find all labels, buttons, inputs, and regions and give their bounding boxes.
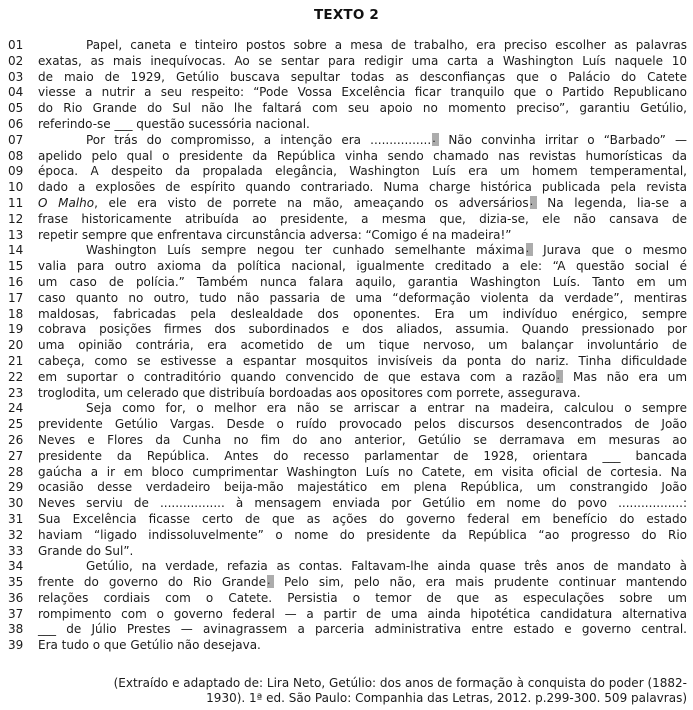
line-number: 12 xyxy=(8,211,24,226)
line-number: 07 xyxy=(8,132,24,147)
text-line xyxy=(0,243,693,259)
text-line xyxy=(0,70,693,86)
line-text: relações cordiais com o Catete. Persistia o temor de que as especulações sobre um xyxy=(38,590,687,605)
line-number: 11 xyxy=(8,195,24,210)
citation-line-1: (Extraído e adaptado de: Lira Neto, Getúlio: dos anos de formação à conquista do poder (1882- xyxy=(113,676,687,691)
line-number: 02 xyxy=(8,53,24,68)
line-text: cobrava posições firmes dos subordinados e dos aliados, assumia. Quando pressionado por xyxy=(38,322,687,337)
text-line xyxy=(0,575,693,591)
line-text: ocasião desse verdadeiro beija-mão majestático em plena República, um constrangido João xyxy=(38,480,687,495)
line-number: 28 xyxy=(8,464,24,479)
text-line xyxy=(0,180,693,196)
text-line xyxy=(0,133,693,149)
line-number: 24 xyxy=(8,401,24,416)
highlighted-period: . xyxy=(432,133,439,146)
line-number: 35 xyxy=(8,575,24,590)
line-text: Washington Luís sempre negou ter cunhado semelhante máxima. Jurava que o mesmo xyxy=(86,243,687,258)
page-title: TEXTO 2 xyxy=(313,7,380,23)
text-line xyxy=(0,638,693,654)
line-text: O Malho, ele era visto de porrete na mão, ameaçando os adversários. Na legenda, lia-se a xyxy=(38,195,687,210)
line-number: 09 xyxy=(8,164,24,179)
line-number: 26 xyxy=(8,432,24,447)
line-text: troglodita, um celerado que distribuía bordoadas aos opositores com porrete, assegurava. xyxy=(38,385,581,400)
line-number: 37 xyxy=(8,606,24,621)
line-number: 03 xyxy=(8,69,24,84)
line-text: dado a explosões de espírito quando contrariado. Numa charge histórica publicada pela revista xyxy=(38,180,687,195)
line-text: em suportar o contraditório quando convencido de que estava com a razão. Mas não era um xyxy=(38,369,688,384)
line-text: gaúcha a ir em bloco cumprimentar Washington Luís no Catete, em visita oficial de cortesia. Na xyxy=(38,464,687,479)
citation-line-2: 1930). 1ª ed. São Paulo: Companhia das Letras, 2012. p.299-300. 509 palavras) xyxy=(206,691,687,706)
text-line xyxy=(0,212,693,228)
line-text: época. A despeito da propalada elegância, Washington Luís era um homem temperamental, xyxy=(38,164,687,179)
line-number: 33 xyxy=(8,543,24,558)
highlighted-period: . xyxy=(526,243,533,256)
text-line xyxy=(0,591,693,607)
text-line xyxy=(0,401,693,417)
line-text: Era tudo o que Getúlio não desejava. xyxy=(38,638,261,653)
text-line xyxy=(0,54,693,70)
text-line xyxy=(0,544,693,560)
line-text: do Rio Grande do Sul não lhe faltará com seu apoio no momento preciso”, garantiu Getúlio, xyxy=(38,101,687,116)
text-line xyxy=(0,196,693,212)
line-number: 17 xyxy=(8,290,24,305)
line-number: 10 xyxy=(8,180,24,195)
line-text: um caso de polícia.” Também nunca falara aquilo, garantia Washington Luís. Tanto em um xyxy=(38,274,687,289)
text-lines xyxy=(0,38,693,654)
line-text: apelido pelo qual o presidente da República vinha sendo chamado nas revistas humorísticas da xyxy=(38,148,687,163)
line-number: 20 xyxy=(8,338,24,353)
text-line xyxy=(0,228,693,244)
text-line xyxy=(0,386,693,402)
line-text: haviam “ligado indissoluvelmente” o nome do presidente da República “ao progresso do Rio xyxy=(38,527,687,542)
line-text: repetir sempre que enfrentava circunstância adversa: “Comigo é na madeira!” xyxy=(38,227,512,242)
text-line xyxy=(0,38,693,54)
text-line xyxy=(0,528,693,544)
text-line xyxy=(0,370,693,386)
text-line xyxy=(0,149,693,165)
citation xyxy=(0,676,687,707)
line-number: 08 xyxy=(8,148,24,163)
text-line xyxy=(0,465,693,481)
line-text: Papel, caneta e tinteiro postos sobre a mesa de trabalho, era preciso escolher as palavras xyxy=(86,38,687,52)
text-line xyxy=(0,307,693,323)
line-number: 16 xyxy=(8,274,24,289)
line-number: 14 xyxy=(8,243,24,258)
line-number: 19 xyxy=(8,322,24,337)
text-line xyxy=(0,559,693,575)
text-line xyxy=(0,480,693,496)
line-text: rompimento com o governo federal — a partir de uma ainda hipotética candidatura alternativa xyxy=(38,606,687,621)
text-line xyxy=(0,101,693,117)
line-text: previdente Getúlio Vargas. Desde o ruído provocado pelos discursos desencontrados de João xyxy=(38,417,687,432)
line-number: 34 xyxy=(8,559,24,574)
text-line xyxy=(0,607,693,623)
line-number: 04 xyxy=(8,85,24,100)
text-line xyxy=(0,322,693,338)
text-line xyxy=(0,512,693,528)
line-number: 22 xyxy=(8,369,24,384)
line-text: frente do governo do Rio Grande. Pelo sim, pelo não, era mais prudente continuar mantendo xyxy=(38,575,688,590)
line-number: 25 xyxy=(8,417,24,432)
line-text: viesse a nutrir a seu respeito: “Pode Vossa Excelência ficar tranquilo que o Partido Republicano xyxy=(38,85,687,100)
line-number: 21 xyxy=(8,353,24,368)
line-number: 31 xyxy=(8,511,24,526)
line-number: 32 xyxy=(8,527,24,542)
line-text: uma opinião contrária, era acometido de um tique nervoso, um balançar involuntário de xyxy=(38,338,687,353)
line-text: Por trás do compromisso, a intenção era ................. Não convinha irritar o “Barbado” — xyxy=(86,132,687,147)
text-line xyxy=(0,85,693,101)
line-number: 06 xyxy=(8,116,24,131)
text-line xyxy=(0,449,693,465)
line-number: 39 xyxy=(8,638,24,653)
text-line xyxy=(0,275,693,291)
line-text: caso quanto no outro, tudo não passaria de uma “deformação violenta da verdade”, mentiras xyxy=(38,290,687,305)
line-text: de maio de 1929, Getúlio buscava sepultar todas as desconfianças que o Palácio do Catete xyxy=(38,69,687,84)
line-number: 18 xyxy=(8,306,24,321)
text-line xyxy=(0,354,693,370)
highlighted-period: . xyxy=(267,575,274,588)
text-line xyxy=(0,496,693,512)
text-line xyxy=(0,291,693,307)
line-text: exatas, as mais inequívocas. Ao se sentar para redigir uma carta a Washington Luís naquele 10 xyxy=(38,53,687,68)
text-line xyxy=(0,259,693,275)
text-line xyxy=(0,117,693,133)
line-text: maldosas, fabricadas pela deslealdade dos oponentes. Era um indivíduo enérgico, sempre xyxy=(38,306,687,321)
line-text: referindo-se ___ questão sucessória nacional. xyxy=(38,116,310,131)
line-text: Sua Excelência ficasse certo de que as ações do governo federal em benefício do estado xyxy=(38,511,687,526)
line-number: 27 xyxy=(8,448,24,463)
text-line xyxy=(0,622,693,638)
text-line xyxy=(0,433,693,449)
line-text: Getúlio, na verdade, refazia as contas. Faltavam-lhe ainda quase três anos de mandato à xyxy=(86,559,687,574)
line-number: 30 xyxy=(8,496,24,511)
line-text: valia para outro axioma da política nacional, igualmente creditado a ele: “A questão social é xyxy=(38,259,687,274)
line-text: Seja como for, o melhor era não se arriscar a entrar na madeira, calculou o sempre xyxy=(86,401,687,416)
text-line xyxy=(0,164,693,180)
line-number: 15 xyxy=(8,259,24,274)
line-text: Neves serviu de ................. à mensagem enviada por Getúlio em nome do povo .................: xyxy=(38,496,687,511)
highlighted-period: . xyxy=(556,370,563,383)
line-text: ___ de Júlio Prestes — avinagrassem a parceria administrativa entre estado e governo central. xyxy=(38,622,687,637)
line-number: 23 xyxy=(8,385,24,400)
line-number: 36 xyxy=(8,590,24,605)
line-number: 29 xyxy=(8,480,24,495)
text-line xyxy=(0,417,693,433)
line-text: presidente da República. Antes do recesso parlamentar de 1928, orientara ___ bancada xyxy=(38,448,687,463)
line-text: Neves e Flores da Cunha no fim do ano anterior, Getúlio se derramava em mesuras ao xyxy=(38,432,687,447)
line-text: frase historicamente atribuída ao presidente, a mesma que, dizia-se, ele não cansava de xyxy=(38,211,687,226)
line-text: Grande do Sul”. xyxy=(38,543,134,558)
line-number: 01 xyxy=(8,38,24,52)
line-number: 05 xyxy=(8,101,24,116)
line-text: cabeça, como se estivesse a espantar mosquitos invisíveis da ponta do nariz. Tinha dificuldade xyxy=(38,353,687,368)
line-number: 13 xyxy=(8,227,24,242)
highlighted-period: . xyxy=(530,196,537,209)
line-number: 38 xyxy=(8,622,24,637)
text-line xyxy=(0,338,693,354)
